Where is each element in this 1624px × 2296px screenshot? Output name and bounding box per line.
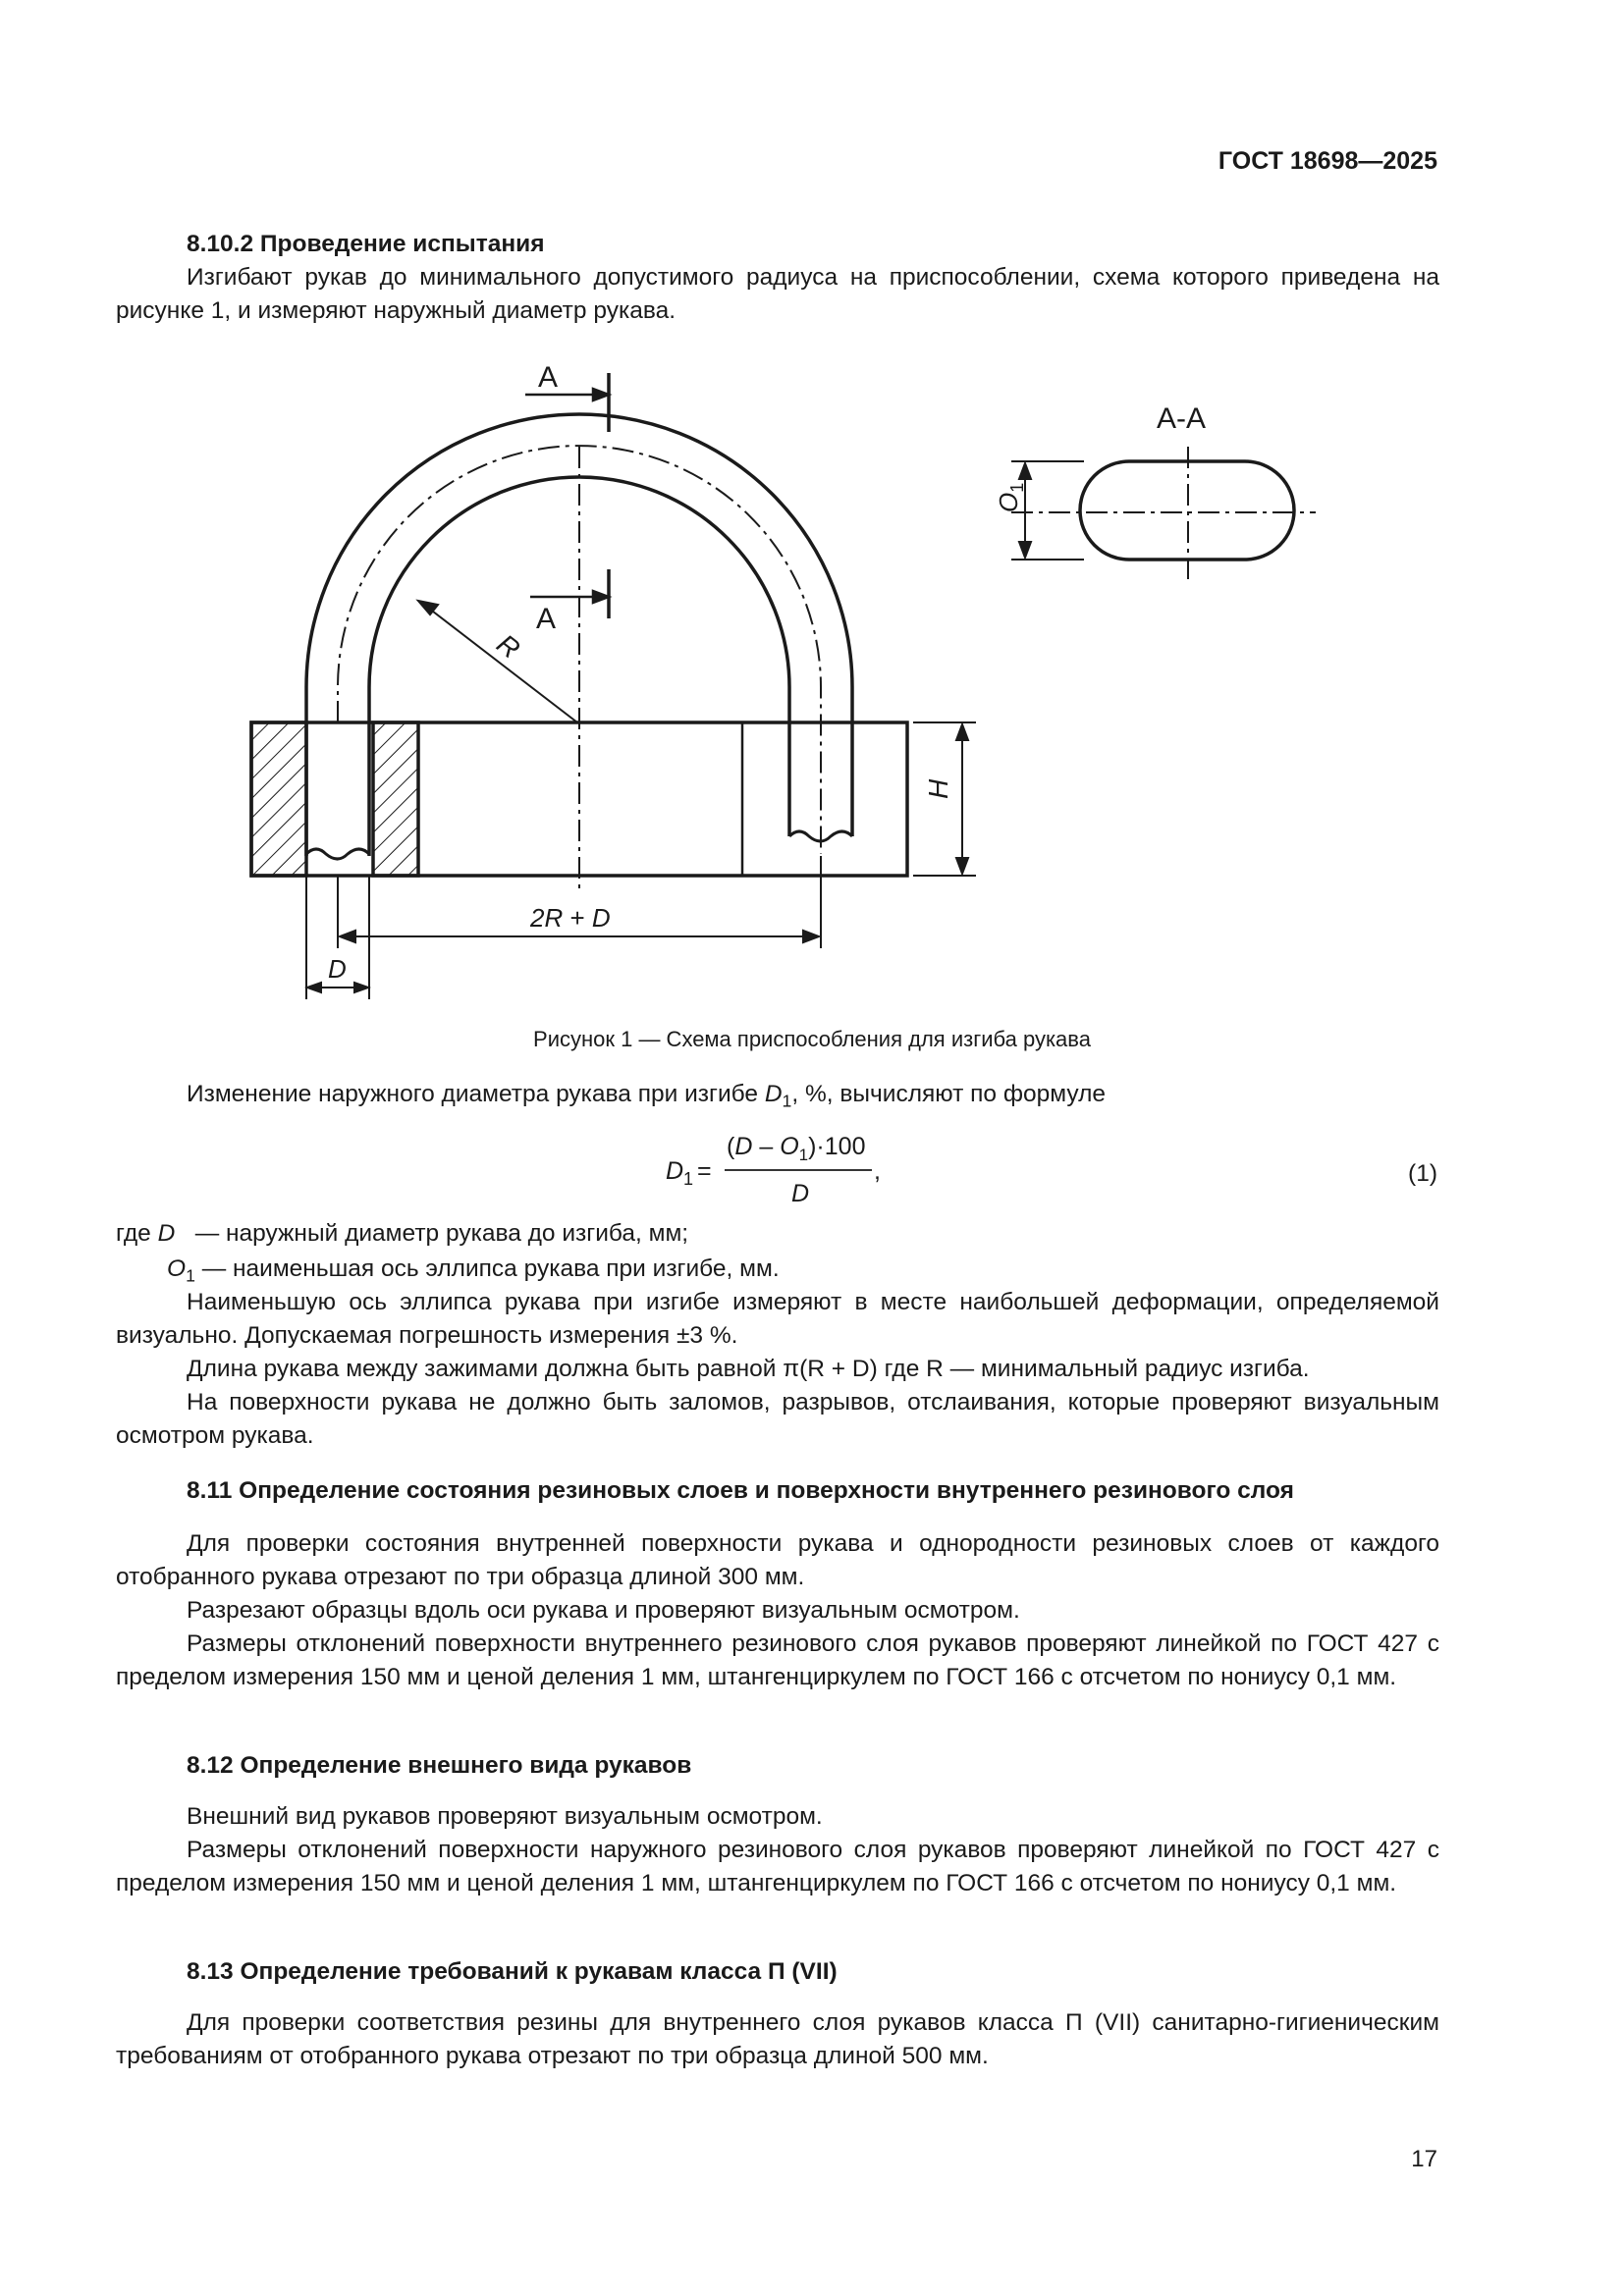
svg-text:=: = — [697, 1157, 712, 1185]
section-mark-mid: А — [536, 603, 557, 635]
height-label: H — [923, 778, 953, 799]
svg-text:D: D — [666, 1157, 684, 1185]
paragraph-8-11-1: Для проверки состояния внутренней поверхности рукава и однородности резиновых слоев от каждого отобранного рукава отрезают по три образца длиной 300 мм. — [116, 1530, 1439, 1590]
paragraph-8-11-2: Разрезают образцы вдоль оси рукава и проверяют визуальным осмотром. — [187, 1597, 1020, 1624]
clamp-hatch-left — [251, 722, 306, 876]
svg-text:1: 1 — [683, 1169, 694, 1189]
svg-text:,: , — [874, 1157, 881, 1185]
svg-text:(D – O1)·100: $(D - O_1)\cdot 100$ — [727, 1133, 866, 1164]
paragraph-surface: На поверхности рукава не должно быть заломов, разрывов, отслаивания, которые проверяют визуальным осмотром рукава. — [116, 1389, 1439, 1449]
paragraph-8-11-3: Размеры отклонений поверхности внутреннего резинового слоя рукавов проверяют линейкой по ГОСТ 427 с пределом измерения 150 мм и ценой деления 1 мм, штангенциркулем по ГОСТ 166 с отсчетом по нониусу 0,1 мм. — [116, 1630, 1439, 1690]
clamp-hatch-right — [373, 722, 418, 876]
diameter-label: D — [328, 954, 347, 984]
section-heading-8-11: 8.11 Определение состояния резиновых слоев и поверхности внутреннего резинового слоя — [187, 1477, 1294, 1504]
paragraph-8-13-1: Для проверки соответствия резины для внутреннего слоя рукавов класса П (VII) санитарно-гигиеническим требованиям от отобранного рукава отрезают по три образца длиной 500 мм. — [116, 2009, 1439, 2069]
paragraph-minor-axis: Наименьшую ось эллипса рукава при изгибе измеряют в месте наибольшей деформации, определяемой визуально. Допускаемая погрешность измерения ±3 %. — [116, 1289, 1439, 1349]
minor-axis-label: $O_1$ — [994, 482, 1027, 512]
figure-caption: Рисунок 1 — Схема приспособления для изгиба рукава — [533, 1027, 1091, 1051]
radius-label: R — [491, 628, 526, 665]
paragraph-hose-length: Длина рукава между зажимами должна быть равной π(R + D) где R — минимальный радиус изгиба. — [187, 1356, 1310, 1382]
equation-number: (1) — [1408, 1160, 1437, 1187]
document-id: ГОСТ 18698—2025 — [1218, 147, 1437, 175]
where-o1: $O_1$ — наименьшая ось эллипса рукава при изгибе, мм. — [167, 1255, 780, 1286]
paragraph-8-12-2: Размеры отклонений поверхности наружного резинового слоя рукавов проверяют линейкой по ГОСТ 427 с пределом измерения 150 мм и ценой деления 1 мм, штангенциркулем по ГОСТ 166 с отсчетом по нониусу 0,1 мм. — [116, 1837, 1439, 1896]
where-d: где D — наружный диаметр рукава до изгиба, мм; — [116, 1220, 689, 1247]
paragraph-test-procedure: Изгибают рукав до минимального допустимого радиуса на приспособлении, схема которого приведена на рисунке 1, и измеряют наружный диаметр рукава. — [116, 264, 1439, 324]
section-mark-top: А — [538, 361, 559, 394]
bending-fixture-diagram — [236, 353, 1316, 1001]
svg-text:D: D — [791, 1180, 810, 1207]
section-heading-8-10-2: 8.10.2 Проведение испытания — [187, 231, 545, 257]
formula-d1 — [664, 1123, 919, 1211]
section-view-label: А-А — [1157, 402, 1207, 435]
section-heading-8-12: 8.12 Определение внешнего вида рукавов — [187, 1752, 692, 1779]
width-dimension-label: 2R + D — [530, 903, 611, 933]
page-number: 17 — [1411, 2146, 1437, 2172]
paragraph-8-12-1: Внешний вид рукавов проверяют визуальным осмотром. — [187, 1803, 823, 1830]
formula-intro: Изменение наружного диаметра рукава при изгибе $D_1$, %, вычисляют по формуле — [187, 1081, 1106, 1111]
section-heading-8-13: 8.13 Определение требований к рукавам класса П (VII) — [187, 1958, 838, 1985]
